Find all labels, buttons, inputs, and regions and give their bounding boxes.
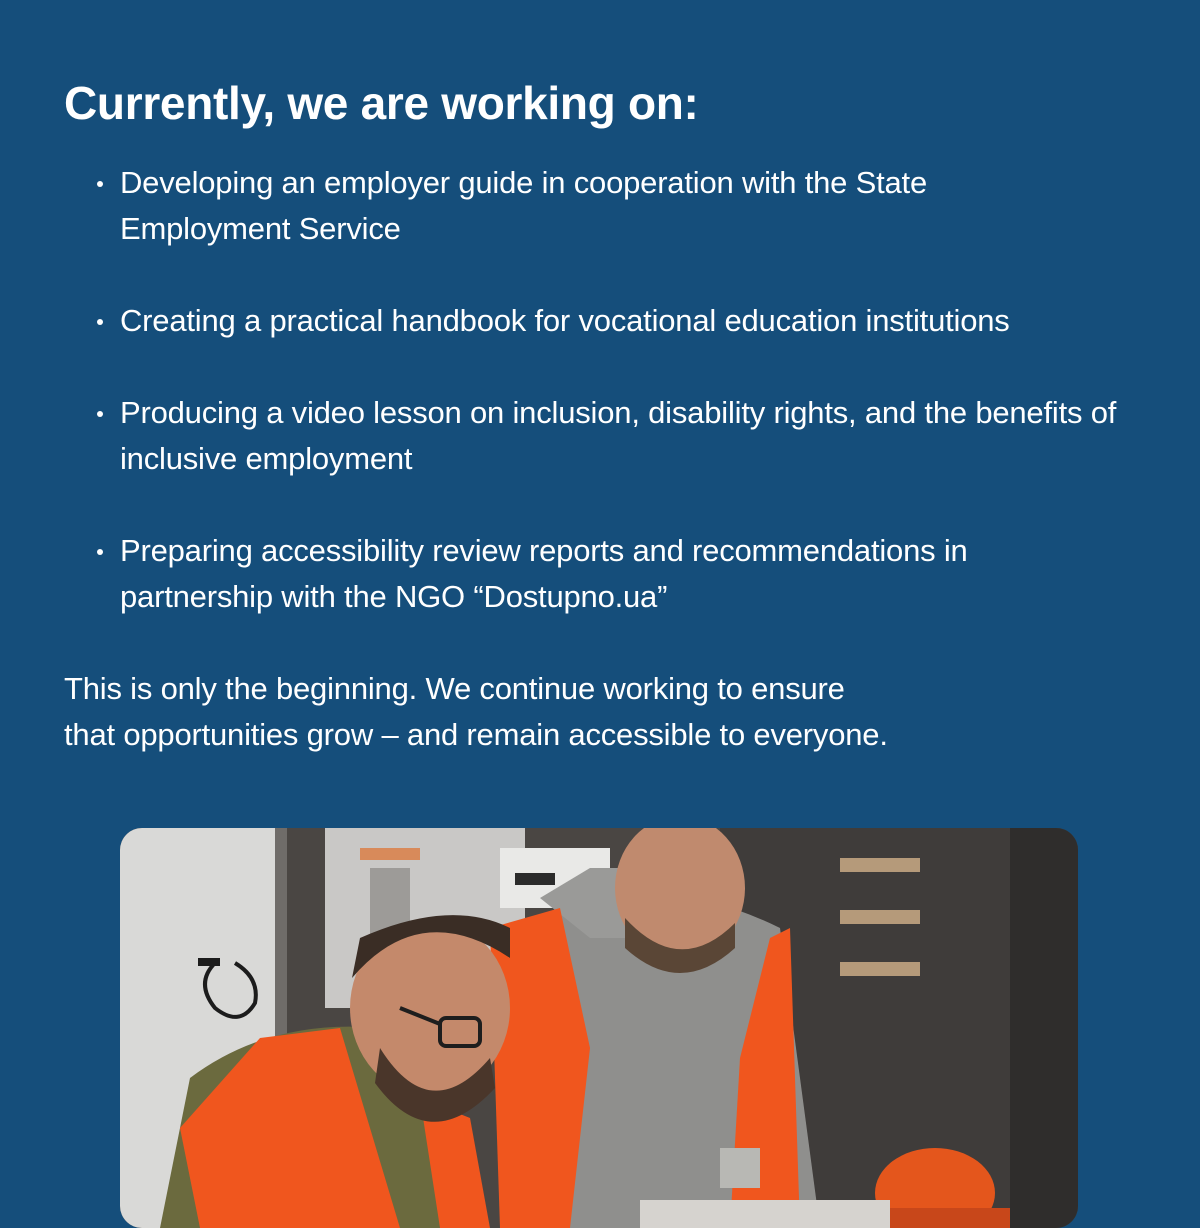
bullet-icon xyxy=(97,181,103,187)
list-item xyxy=(90,160,1020,252)
closing-line-1: This is only the beginning. We continue working to ensure xyxy=(64,671,845,706)
work-list xyxy=(90,160,1200,666)
closing-line-2: that opportunities grow – and remain accessible to everyone. xyxy=(64,717,888,752)
workshop-illustration xyxy=(120,828,1078,1228)
bullet-icon xyxy=(97,549,103,555)
workers-photo xyxy=(120,828,1078,1228)
closing-paragraph xyxy=(64,666,1064,758)
list-item xyxy=(90,528,1065,620)
list-item-text: Creating a practical handbook for vocational education institutions xyxy=(120,303,1010,338)
bullet-icon xyxy=(97,319,103,325)
list-item xyxy=(90,390,1200,482)
list-item-text: Preparing accessibility review reports and recommendations in partnership with the NGO “Dostupno.ua” xyxy=(120,533,968,614)
bullet-icon xyxy=(97,411,103,417)
list-item xyxy=(90,298,1200,344)
list-item-text: Producing a video lesson on inclusion, disability rights, and the benefits of inclusive employment xyxy=(120,395,1117,476)
list-item-text: Developing an employer guide in cooperation with the State Employment Service xyxy=(120,165,927,246)
section-heading: Currently, we are working on: xyxy=(64,77,699,129)
